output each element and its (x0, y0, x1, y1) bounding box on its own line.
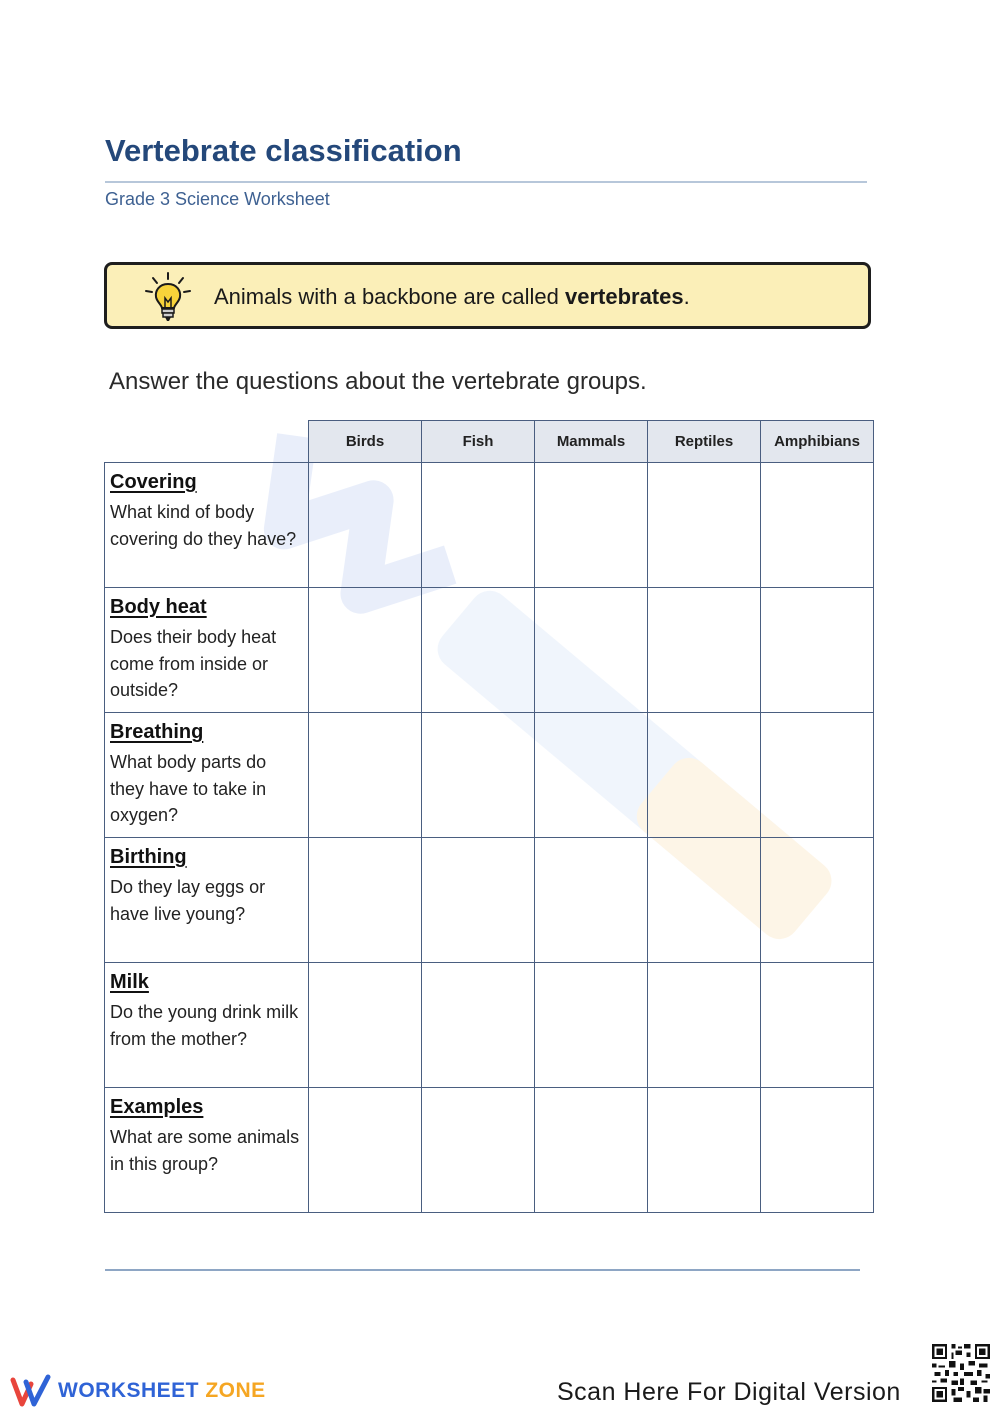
answer-cell-mammals[interactable] (535, 713, 648, 838)
instruction-text: Answer the questions about the vertebrate groups. (109, 368, 647, 395)
column-header-fish: Fish (422, 421, 535, 463)
lightbulb-icon (143, 271, 193, 323)
answer-cell-reptiles[interactable] (648, 1088, 761, 1213)
row-header-milk (105, 963, 309, 1088)
scan-instruction: Scan Here For Digital Version (557, 1378, 901, 1406)
row-header-breathing (105, 713, 309, 838)
answer-cell-mammals[interactable] (535, 588, 648, 713)
row-question: Does their body heat come from inside or outside? (110, 627, 277, 700)
answer-cell-reptiles[interactable] (648, 588, 761, 713)
answer-cell-fish[interactable] (422, 1088, 535, 1213)
answer-cell-amphibians[interactable] (761, 588, 874, 713)
table-row (105, 588, 874, 713)
answer-cell-amphibians[interactable] (761, 963, 874, 1088)
answer-cell-birds[interactable] (309, 713, 422, 838)
answer-cell-fish[interactable] (422, 588, 535, 713)
answer-cell-reptiles[interactable] (648, 713, 761, 838)
table-header-row (105, 421, 874, 463)
row-title: Body heat (110, 596, 207, 618)
answer-cell-amphibians[interactable] (761, 713, 874, 838)
page-subtitle: Grade 3 Science Worksheet (105, 189, 330, 209)
row-title: Covering (110, 471, 197, 493)
page-title: Vertebrate classification (105, 133, 462, 168)
table-row (105, 713, 874, 838)
column-header-birds: Birds (309, 421, 422, 463)
row-header-birthing (105, 838, 309, 963)
classification-table (104, 420, 874, 1213)
answer-cell-amphibians[interactable] (761, 838, 874, 963)
row-title: Birthing (110, 846, 187, 868)
answer-cell-fish[interactable] (422, 713, 535, 838)
row-title: Breathing (110, 721, 204, 743)
table-row (105, 963, 874, 1088)
table-row (105, 1088, 874, 1213)
tip-keyword: vertebrates (564, 284, 684, 309)
answer-cell-fish[interactable] (422, 963, 535, 1088)
answer-cell-birds[interactable] (309, 1088, 422, 1213)
brand-logo-link[interactable] (10, 1374, 266, 1408)
answer-cell-mammals[interactable] (535, 963, 648, 1088)
answer-cell-amphibians[interactable] (761, 463, 874, 588)
worksheetzone-logo-icon (10, 1374, 52, 1408)
row-question: Do they lay eggs or have live young? (110, 877, 266, 924)
tip-text: Animals with a backbone are called vertebrates. (214, 284, 690, 309)
row-question: What are some animals in this group? (110, 1127, 300, 1174)
row-header-body-heat (105, 588, 309, 713)
answer-cell-fish[interactable] (422, 463, 535, 588)
row-title: Milk (110, 971, 149, 993)
answer-cell-reptiles[interactable] (648, 838, 761, 963)
brand-name: WORKSHEET ZONE (58, 1379, 266, 1402)
row-header-examples (105, 1088, 309, 1213)
tip-box (104, 262, 871, 329)
title-divider (105, 181, 867, 183)
row-question: Do the young drink milk from the mother? (110, 1002, 299, 1049)
answer-cell-birds[interactable] (309, 588, 422, 713)
answer-cell-mammals[interactable] (535, 838, 648, 963)
row-header-covering (105, 463, 309, 588)
qr-code-icon[interactable] (930, 1342, 992, 1404)
column-header-reptiles: Reptiles (648, 421, 761, 463)
answer-cell-amphibians[interactable] (761, 1088, 874, 1213)
table-corner (105, 421, 309, 463)
answer-cell-mammals[interactable] (535, 463, 648, 588)
column-header-mammals: Mammals (535, 421, 648, 463)
answer-cell-birds[interactable] (309, 963, 422, 1088)
table-row (105, 463, 874, 588)
row-question: What body parts do they have to take in oxygen? (110, 752, 267, 825)
answer-cell-fish[interactable] (422, 838, 535, 963)
answer-cell-reptiles[interactable] (648, 963, 761, 1088)
answer-cell-birds[interactable] (309, 463, 422, 588)
answer-cell-birds[interactable] (309, 838, 422, 963)
row-title: Examples (110, 1096, 204, 1118)
footer-divider (105, 1269, 860, 1271)
column-header-amphibians: Amphibians (761, 421, 874, 463)
answer-cell-mammals[interactable] (535, 1088, 648, 1213)
answer-cell-reptiles[interactable] (648, 463, 761, 588)
table-row (105, 838, 874, 963)
row-question: What kind of body covering do they have? (110, 502, 297, 549)
